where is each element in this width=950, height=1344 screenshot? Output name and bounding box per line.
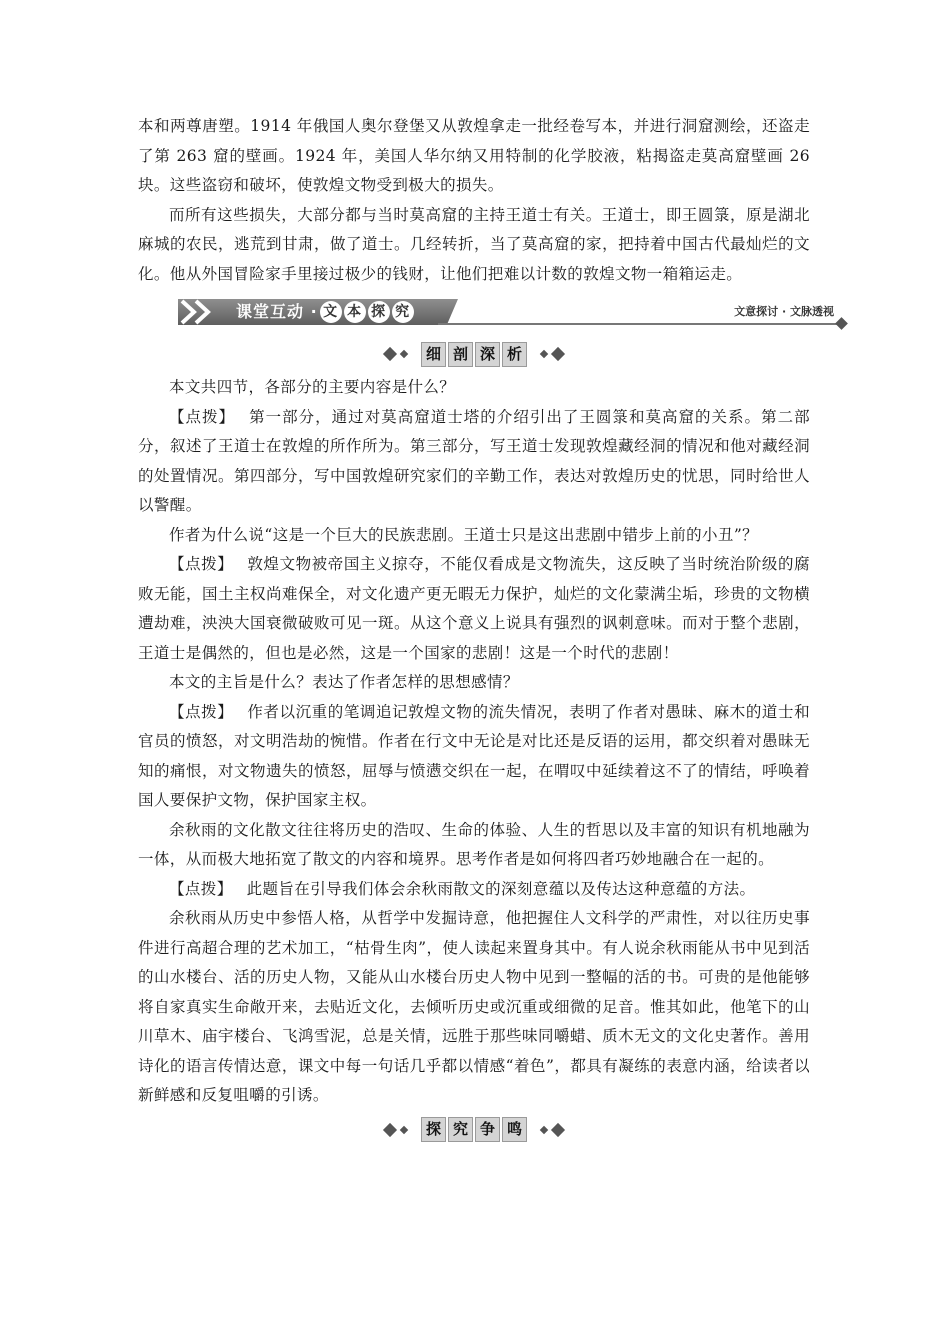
diamond-icon	[835, 317, 848, 330]
answer-tag: 【点拨】	[169, 407, 236, 426]
answer-4-continued: 余秋雨从历史中参悟人格，从哲学中发掘诗意，他把握住人文科学的严肃性，对以往历史事件进行高超合理的艺术加工，“枯骨生肉”，使人读起来置身其中。有人说余秋雨能从书中见到活的山水楼台、活的历史人物，又能从山水楼台历史人物中见到一整幅的活的书。可贵的是他能够将自家真实生命敞开来，去贴近文化，去倾听历史或沉重或细微的足音。惟其如此，他笔下的山川草木、庙宇楼台、飞鸿雪泥，总是关情，远胜于那些味同嚼蜡、质木无文的文化史著作。善用诗化的语言传情达意，课文中每一句话几乎都以情感“着色”，都具有凝练的表意内涵，给读者以新鲜感和反复咀嚼的引诱。	[138, 909, 810, 1104]
diamond-icon	[400, 350, 408, 358]
double-chevron-icon	[176, 297, 226, 327]
banner-title-prefix: 课堂互动 ·	[236, 302, 318, 321]
section-title-char: 细	[421, 342, 446, 367]
section-title-char: 剖	[448, 342, 473, 367]
section-title-char: 探	[421, 1117, 446, 1142]
banner-subtitle: 文意探讨 · 文脉透视	[734, 305, 834, 318]
answer-2	[138, 550, 810, 668]
answer-text: 第一部分，通过对莫高窟道士塔的介绍引出了王圆箓和莫高窟的关系。第二部分，叙述了王道士在敦煌的所作所为。第三部分，写王道士发现敦煌藏经洞的情况和他对藏经洞的处置情况。第四部分，写中国敦煌研究家们的辛勤工作，表达对敦煌历史的忧思，同时给世人以警醒。	[138, 407, 810, 514]
banner-title-char: 本	[344, 301, 366, 323]
section-title	[420, 342, 528, 367]
answer-text: 敦煌文物被帝国主义掠夺，不能仅看成是文物流失，这反映了当时统治阶级的腐败无能，国土主权尚难保全，对文化遗产更无暇无力保护，灿烂的文化蒙满尘垢，珍贵的文物横遭劫难，泱泱大国衰微破败可见一斑。从这个意义上说具有强烈的讽刺意味。而对于整个悲剧，王道士是偶然的，但也是必然，这是一个国家的悲剧！这是一个时代的悲剧！	[138, 555, 810, 662]
diamond-icon	[400, 1125, 408, 1133]
diamond-icon	[551, 1122, 565, 1136]
section-title	[420, 1117, 528, 1142]
answer-4	[138, 875, 810, 905]
section-heading-analysis	[138, 339, 810, 369]
answer-tag: 【点拨】	[169, 555, 234, 573]
answer-text: 作者以沉重的笔调追记敦煌文物的流失情况，表明了作者对愚昧、麻木的道士和官员的愤怒，对文明浩劫的惋惜。作者在行文中无论是对比还是反语的运用，都交织着对愚昧无知的痛恨，对文物遗失的愤怒，屈辱与愤懑交织在一起，在喟叹中延续着这不了的情结，呼唤着国人要保护文物，保护国家主权。	[138, 702, 810, 809]
answer-1	[138, 403, 810, 521]
answer-text: 此题旨在引导我们体会余秋雨散文的深刻意蕴以及传达这种意蕴的方法。	[246, 879, 756, 898]
banner-title-char: 探	[368, 301, 390, 323]
answer-3	[138, 698, 810, 816]
banner-title	[236, 300, 414, 324]
section-heading-discussion	[138, 1115, 810, 1145]
intro-paragraph-1: 本和两尊唐塑。1914 年俄国人奥尔登堡又从敦煌拿走一批经卷写本，并进行洞窟测绘，还盗走了第 263 窟的壁画。1924 年，美国人华尔纳又用特制的化学胶液，粘揭盗走莫高窟壁画 26 块。这些盗窃和破坏，使敦煌文物受到极大的损失。	[138, 117, 810, 194]
diamond-icon	[540, 350, 548, 358]
diamond-icon	[383, 347, 397, 361]
section-title-char: 争	[475, 1117, 500, 1142]
question-4: 余秋雨的文化散文往往将历史的浩叹、生命的体验、人生的哲思以及丰富的知识有机地融为一体，从而极大地拓宽了散文的内容和境界。思考作者是如何将四者巧妙地融合在一起的。	[138, 820, 810, 868]
answer-tag: 【点拨】	[169, 702, 234, 721]
section-title-char: 鸣	[502, 1117, 527, 1142]
section-banner	[138, 295, 834, 329]
question-1: 本文共四节，各部分的主要内容是什么？	[169, 378, 456, 396]
section-title-char: 深	[475, 342, 500, 367]
section-title-char: 究	[448, 1117, 473, 1142]
question-3: 本文的主旨是什么？表达了作者怎样的思想感情？	[169, 673, 519, 691]
section-title-char: 析	[502, 342, 527, 367]
banner-title-char: 文	[320, 301, 342, 323]
intro-paragraph-2: 而所有这些损失，大部分都与当时莫高窟的主持王道士有关。王道士，即王圆箓，原是湖北麻城的农民，逃荒到甘肃，做了道士。几经转折，当了莫高窟的家，把持着中国古代最灿烂的文化。他从外国冒险家手里接过极少的钱财，让他们把难以计数的敦煌文物一箱箱运走。	[138, 205, 810, 283]
page-content	[138, 112, 834, 1149]
banner-divider	[438, 323, 840, 325]
question-2: 作者为什么说“这是一个巨大的民族悲剧。王道士只是这出悲剧中错步上前的小丑”？	[169, 525, 759, 544]
diamond-icon	[551, 347, 565, 361]
banner-title-char: 究	[392, 301, 414, 323]
diamond-icon	[383, 1122, 397, 1136]
answer-tag: 【点拨】	[169, 879, 233, 898]
diamond-icon	[540, 1125, 548, 1133]
